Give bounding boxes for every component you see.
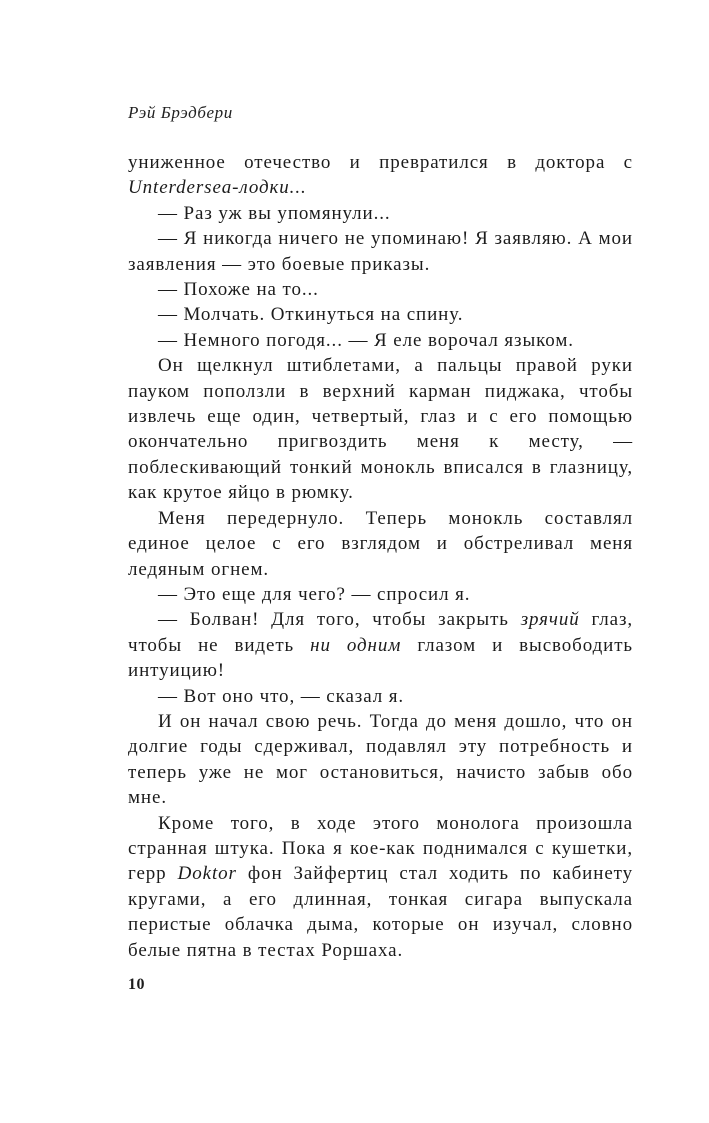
italic-text-run: ни одним xyxy=(310,634,402,656)
paragraph xyxy=(128,811,633,963)
paragraph xyxy=(128,201,633,226)
text-run: — Немного погодя... — Я еле ворочал языком. xyxy=(158,329,574,351)
paragraph xyxy=(128,607,633,683)
running-head: Рэй Брэдбери xyxy=(128,103,233,122)
text-run: Кроме того, в ходе этого монолога произошла странная штука. Пока я кое-как поднимался с кушетки, герр xyxy=(128,812,633,885)
italic-text-run: зрячий xyxy=(520,609,580,631)
text-run: глазом и высвободить интуицию! xyxy=(128,634,633,682)
paragraph xyxy=(128,709,633,811)
paragraph xyxy=(128,328,633,353)
paragraph xyxy=(128,582,633,607)
paragraph xyxy=(128,302,633,327)
text-run: — Молчать. Откинуться на спину. xyxy=(158,304,464,326)
italic-text-run: Unterdersea-лодки... xyxy=(128,177,307,199)
text-run: Он щелкнул штиблетами, а пальцы правой руки пауком поползли в верхний карман пиджака, чтобы извлечь еще один, четвертый, глаз и с его помощью окончательно пригвоздить меня к месту, — поблескивающий тонкий монокль вписался в глазницу, как крутое яйцо в рюмку. xyxy=(128,355,633,504)
text-run: — Похоже на то... xyxy=(158,279,319,301)
text-run: фон Зайфертиц стал ходить по кабинету кругами, а его длинная, тонкая сигара выпускала перистые облачка дыма, которые он изучал, словно белые пятна в тестах Роршаха. xyxy=(128,863,634,961)
text-run: униженное отечество и превратился в доктора с xyxy=(128,152,633,173)
paragraph xyxy=(128,277,633,302)
text-run: Меня передернуло. Теперь монокль составлял единое целое с его взглядом и обстреливал меня ледяным огнем. xyxy=(128,507,633,580)
text-run: И он начал свою речь. Тогда до меня дошло, что он долгие годы сдерживал, подавлял эту потребность и теперь уже не мог остановиться, начисто забыв обо мне. xyxy=(128,710,633,809)
paragraph xyxy=(128,506,633,582)
paragraph xyxy=(128,150,633,201)
paragraph xyxy=(128,226,633,277)
text-run: глаз, чтобы не видеть xyxy=(128,609,633,656)
paragraph xyxy=(128,684,633,709)
text-run: — Это еще для чего? — спросил я. xyxy=(158,583,471,605)
body-text xyxy=(128,150,633,963)
paragraph xyxy=(128,353,633,505)
italic-text-run: Doktor xyxy=(177,863,237,885)
text-run: — Раз уж вы упомянули... xyxy=(158,202,391,224)
text-run: — Вот оно что, — сказал я. xyxy=(158,685,405,707)
text-run: — Болван! Для того, чтобы закрыть xyxy=(158,609,521,631)
page-number: 10 xyxy=(128,976,145,993)
text-run: — Я никогда ничего не упоминаю! Я заявляю. А мои заявления — это боевые приказы. xyxy=(128,228,633,275)
